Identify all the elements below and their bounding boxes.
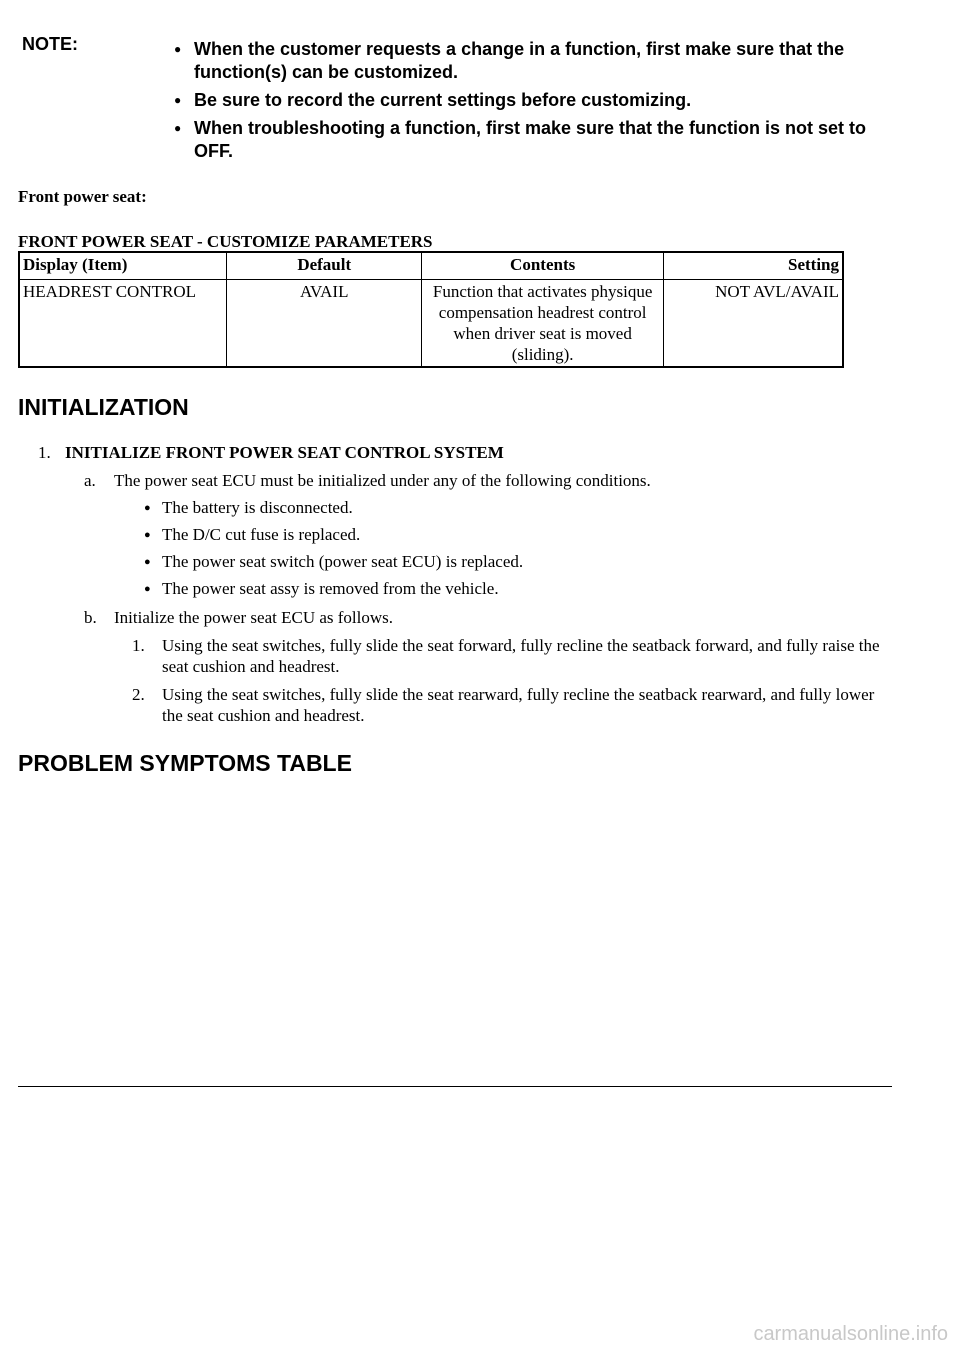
- condition-text: The D/C cut fuse is replaced.: [162, 525, 361, 544]
- watermark: carmanualsonline.info: [753, 1323, 948, 1345]
- bullet-icon: ●: [144, 529, 151, 541]
- procedure-text: Using the seat switches, fully slide the seat rearward, fully recline the seatback rearward, and fully lower the seat cushion and headrest.: [162, 685, 875, 725]
- substep-b-label: b.: [84, 608, 97, 627]
- list-item: [142, 524, 523, 545]
- header-display-item: Display (Item): [19, 252, 227, 280]
- note-item-text: When troubleshooting a function, first make sure that the function is not set to OFF.: [194, 118, 867, 161]
- note-item: [172, 38, 892, 84]
- procedure-text: Using the seat switches, fully slide the seat forward, fully recline the seatback forward, and fully raise the seat cushion and headrest.: [162, 636, 880, 676]
- table-title: FRONT POWER SEAT - CUSTOMIZE PARAMETERS: [18, 232, 433, 251]
- list-item: [142, 578, 523, 599]
- bullet-icon: ●: [144, 556, 151, 568]
- divider: [18, 1086, 892, 1087]
- front-power-seat-label: Front power seat:: [18, 187, 147, 206]
- step-title-text: INITIALIZE FRONT POWER SEAT CONTROL SYSTEM: [65, 443, 504, 462]
- table-header-row: [19, 252, 843, 280]
- bullet-icon: ●: [174, 93, 182, 107]
- list-item: [132, 635, 892, 677]
- header-setting: Setting: [663, 252, 843, 280]
- condition-text: The power seat assy is removed from the vehicle.: [162, 579, 499, 598]
- bullet-icon: ●: [144, 502, 151, 514]
- note-item-text: When the customer requests a change in a function, first make sure that the function(s) can be customized.: [194, 39, 845, 82]
- condition-text: The power seat switch (power seat ECU) is replaced.: [162, 552, 524, 571]
- list-item: [142, 551, 523, 572]
- list-item: [132, 684, 892, 726]
- table-row: [19, 280, 843, 368]
- bullet-icon: ●: [174, 42, 182, 56]
- header-default: Default: [227, 252, 422, 280]
- initialization-heading: INITIALIZATION: [18, 394, 189, 420]
- note-item: [172, 117, 892, 163]
- substep-b-text: Initialize the power seat ECU as follows.: [114, 608, 394, 627]
- list-item: [142, 497, 523, 518]
- substep-a: [84, 471, 651, 491]
- header-contents: Contents: [422, 252, 663, 280]
- conditions-list: [142, 497, 523, 605]
- cell-default: AVAIL: [227, 280, 422, 368]
- substep-a-text: The power seat ECU must be initialized under any of the following conditions.: [114, 471, 651, 490]
- bullet-icon: ●: [174, 121, 182, 135]
- note-item-text: Be sure to record the current settings before customizing.: [194, 90, 692, 110]
- substep-b: [84, 608, 393, 628]
- note-list: [172, 38, 892, 168]
- note-label: NOTE:: [22, 34, 78, 54]
- cell-setting: NOT AVL/AVAIL: [663, 280, 843, 368]
- step-number: 1.: [38, 443, 51, 462]
- customize-parameters-table: [18, 251, 844, 368]
- procedure-number: 1.: [132, 636, 145, 655]
- cell-contents: Function that activates physique compensation headrest control when driver seat is moved (sliding).: [422, 280, 663, 368]
- substep-a-label: a.: [84, 471, 96, 490]
- procedure-number: 2.: [132, 685, 145, 704]
- note-item: [172, 89, 892, 112]
- cell-display-item: HEADREST CONTROL: [19, 280, 227, 368]
- condition-text: The battery is disconnected.: [162, 498, 353, 517]
- step-1-title: [38, 443, 504, 463]
- bullet-icon: ●: [144, 583, 151, 595]
- problem-symptoms-heading: PROBLEM SYMPTOMS TABLE: [18, 750, 352, 776]
- procedure-list: [132, 635, 892, 733]
